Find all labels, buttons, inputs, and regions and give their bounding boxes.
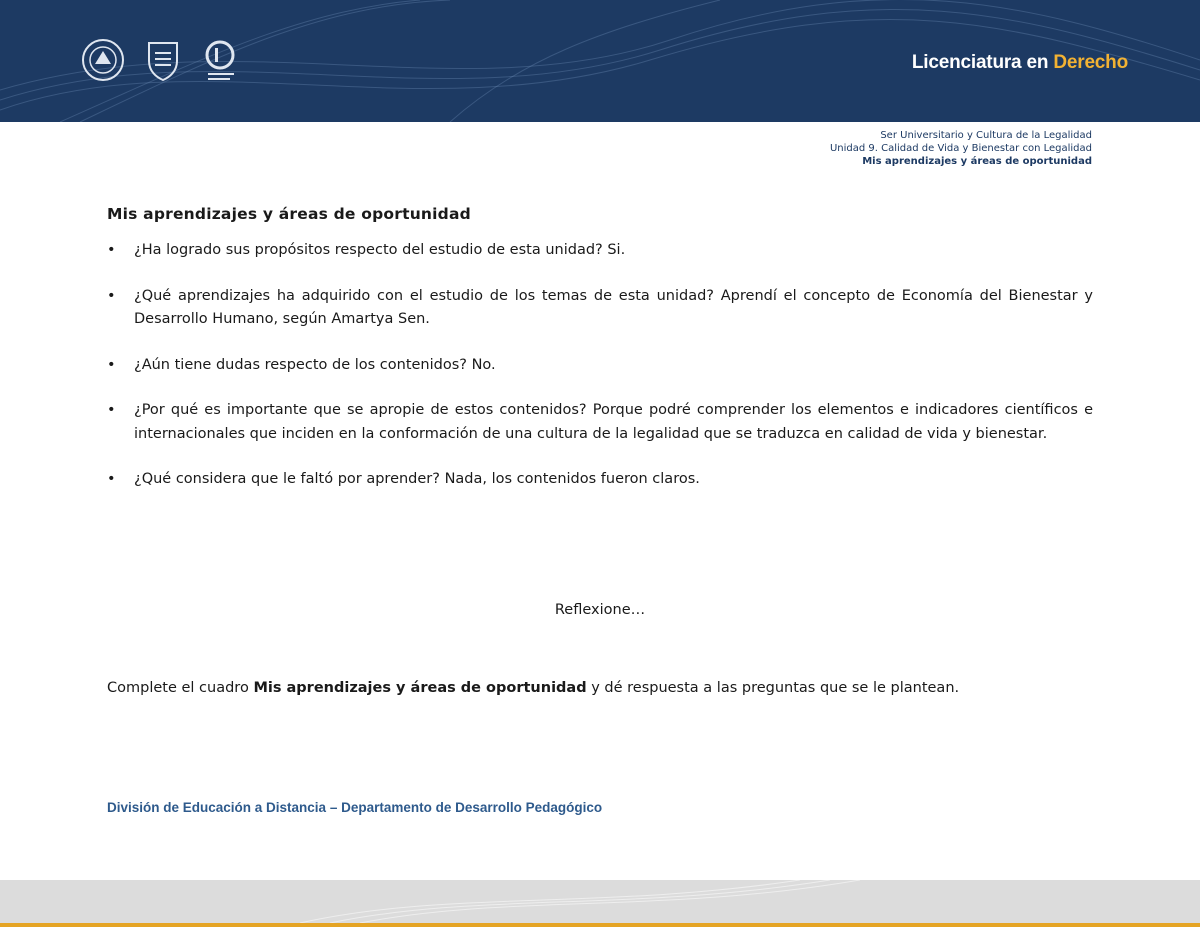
page-title: Mis aprendizajes y áreas de oportunidad	[107, 205, 471, 223]
list-item: • ¿Qué considera que le faltó por aprender? Nada, los contenidos fueron claros.	[107, 471, 700, 487]
instruction-suffix: y dé respuesta a las preguntas que se le plantean.	[591, 680, 960, 696]
breadcrumb-course: Ser Universitario y Cultura de la Legalidad	[880, 130, 1092, 141]
footer-wave-decoration	[0, 880, 1200, 923]
header-banner	[0, 0, 1200, 122]
program-highlight: Derecho	[1053, 52, 1128, 73]
breadcrumb	[830, 129, 1092, 168]
instruction-bold: Mis aprendizajes y áreas de oportunidad	[253, 680, 587, 696]
reflect-prompt: Reflexione…	[554, 602, 646, 618]
list-item: • ¿Por qué es importante que se apropie de estos contenidos? Porque podré comprender los elementos e indicadores científicos e internacionales que inciden en la conformación de una cultura de la legalidad que se traduzca en calidad de vida y bienestar.	[107, 402, 1093, 442]
breadcrumb-section: Mis aprendizajes y áreas de oportunidad	[862, 156, 1092, 167]
main-content	[107, 205, 1093, 514]
list-item: • ¿Ha logrado sus propósitos respecto del estudio de esta unidad? Si.	[107, 242, 626, 258]
program-title	[912, 52, 1128, 74]
instruction-text	[107, 680, 959, 696]
list-item: • ¿Aún tiene dudas respecto de los contenidos? No.	[107, 356, 496, 373]
unam-seal-icon	[80, 37, 126, 83]
footer-accent-line	[0, 923, 1200, 927]
instruction-prefix: Complete el cuadro	[107, 680, 249, 696]
program-prefix: Licenciatura en	[911, 52, 1049, 73]
list-item: • ¿Qué aprendizajes ha adquirido con el estudio de los temas de esta unidad? Aprendí el concepto de Economía del Bienestar y Desarrollo Humano, según Amartya Sen.	[107, 287, 1093, 327]
footer-band	[0, 880, 1200, 923]
breadcrumb-unit: Unidad 9. Calidad de Vida y Bienestar con Legalidad	[829, 143, 1092, 154]
question-list	[107, 239, 1093, 492]
institution-logos	[80, 37, 246, 83]
fca-shield-icon	[140, 37, 186, 83]
ded-logo-icon	[200, 37, 246, 83]
footer-department: División de Educación a Distancia – Departamento de Desarrollo Pedagógico	[107, 800, 603, 815]
